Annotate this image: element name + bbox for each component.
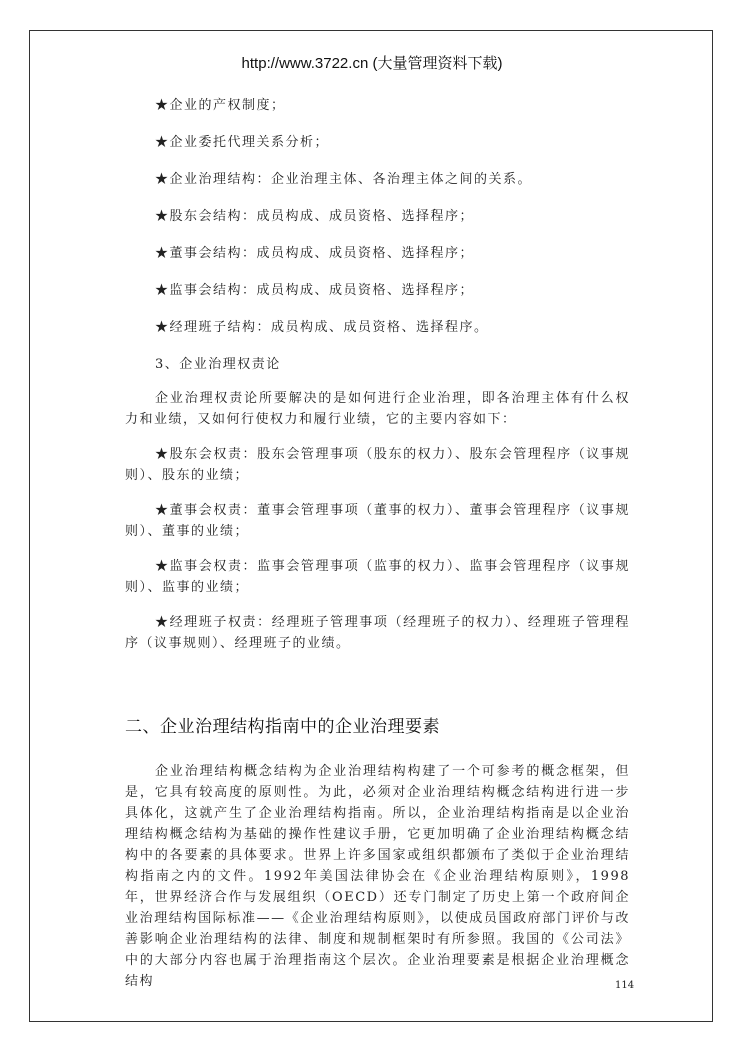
bullet-item: ★企业的产权制度； <box>155 98 286 113</box>
intro-paragraph: 企业治理权责论所要解决的是如何进行企业治理，即各治理主体有什么权力和业绩，又如何行使权力和履行业绩，它的主要内容如下： <box>125 391 630 427</box>
rights-item: ★股东会权责：股东会管理事项（股东的权力）、股东会管理程序（议事规则）、股东的业绩； <box>125 447 630 483</box>
bullet-item: ★企业委托代理关系分析； <box>155 135 330 150</box>
header-url: http://www.3722.cn (大量管理资料下载) <box>241 55 503 72</box>
bullet-item: ★企业治理结构：企业治理主体、各治理主体之间的关系。 <box>155 172 533 187</box>
rights-item: ★监事会权责：监事会管理事项（监事的权力）、监事会管理程序（议事规则）、监事的业绩； <box>125 559 630 595</box>
bullet-item: ★监事会结构：成员构成、成员资格、选择程序； <box>155 283 475 298</box>
bullet-item: ★经理班子结构：成员构成、成员资格、选择程序。 <box>155 320 489 335</box>
section-title: 3、企业治理权责论 <box>155 357 281 372</box>
section-heading: 二、企业治理结构指南中的企业治理要素 <box>125 717 440 737</box>
rights-item: ★经理班子权责：经理班子管理事项（经理班子的权力）、经理班子管理程序（议事规则）、经理班子的业绩。 <box>125 615 630 651</box>
bullet-item: ★董事会结构：成员构成、成员资格、选择程序； <box>155 246 475 261</box>
bullet-item: ★股东会结构：成员构成、成员资格、选择程序； <box>155 209 475 224</box>
body-paragraph: 企业治理结构概念结构为企业治理结构构建了一个可参考的概念框架，但是，它具有较高度的原则性。为此，必须对企业治理结构概念结构进行进一步具体化，这就产生了企业治理结构指南。所以，企业治理结构指南是以企业治理结构概念结构为基础的操作性建议手册，它更加明确了企业治理结构概念结构中的各要素的具体要求。世界上许多国家或组织都颁布了类似于企业治理结构指南之内的文件。1992年美国法律协会在《企业治理结构原则》，1998年，世界经济合作与发展组织（OECD）还专门制定了历史上第一个政府间企业治理结构国际标准——《企业治理结构原则》，以使成员国政府部门评价与改善影响企业治理结构的法律、制度和规制框架时有所参照。我国的《公司法》中的大部分内容也属于治理指南这个层次。企业治理要素是根据企业治理概念结构 <box>125 764 630 989</box>
page-number: 114 <box>615 980 635 991</box>
rights-item: ★董事会权责：董事会管理事项（董事的权力）、董事会管理程序（议事规则）、董事的业绩； <box>125 503 630 539</box>
